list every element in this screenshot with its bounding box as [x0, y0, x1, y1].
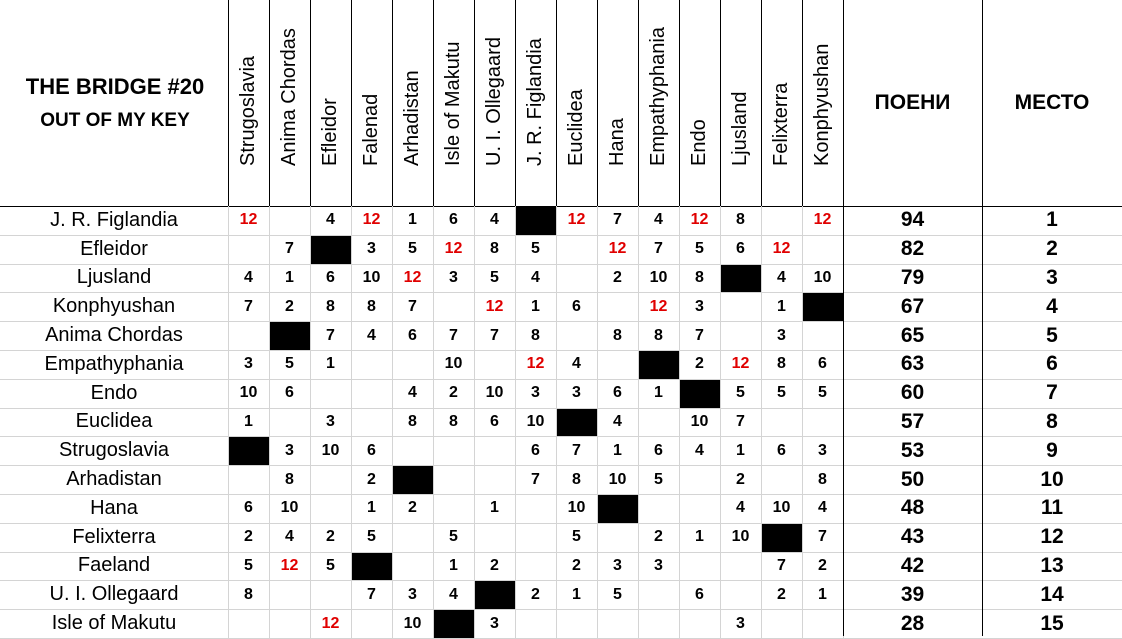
score-cell: 5 — [572, 528, 581, 546]
grid-line — [0, 264, 1122, 265]
score-cell: 6 — [285, 384, 294, 402]
score-cell: 12 — [444, 240, 463, 258]
score-cell: 10 — [772, 499, 791, 517]
grid-line — [982, 0, 983, 636]
score-cell: 12 — [239, 211, 258, 229]
score-cell: 2 — [326, 528, 335, 546]
score-cell: 10 — [239, 384, 258, 402]
score-cell: 1 — [818, 585, 827, 603]
grid-line — [351, 0, 352, 206]
row-points: 50 — [900, 467, 925, 491]
self-vote-block — [475, 581, 515, 609]
grid-line — [843, 206, 844, 636]
row-points: 65 — [900, 323, 925, 347]
column-header-label: Hana — [606, 118, 628, 166]
score-cell: 3 — [531, 384, 540, 402]
score-cell: 1 — [449, 556, 458, 574]
score-cell: 3 — [777, 326, 786, 344]
grid-line — [0, 523, 1122, 524]
score-cell: 6 — [367, 441, 376, 459]
score-cell: 7 — [285, 240, 294, 258]
score-cell: 6 — [408, 326, 417, 344]
score-cell: 10 — [444, 355, 463, 373]
score-cell: 4 — [367, 326, 376, 344]
score-cell: 8 — [285, 470, 294, 488]
score-cell: 12 — [403, 268, 422, 286]
grid-line — [0, 465, 1122, 466]
grid-line — [0, 206, 1122, 207]
grid-line — [0, 552, 1122, 553]
self-vote-block — [311, 236, 351, 264]
row-points: 42 — [900, 553, 925, 577]
column-header-label: U. I. Ollegaard — [483, 37, 505, 166]
score-cell: 5 — [736, 384, 745, 402]
score-cell: 10 — [526, 412, 545, 430]
score-cell: 12 — [362, 211, 381, 229]
row-country: Euclidea — [75, 410, 153, 433]
score-cell: 8 — [408, 412, 417, 430]
grid-line — [474, 0, 475, 206]
row-points: 63 — [900, 352, 925, 376]
grid-line — [0, 494, 1122, 495]
table-title: THE BRIDGE #20 — [25, 74, 205, 99]
table-subtitle: OUT OF MY KEY — [40, 110, 190, 131]
grid-line — [515, 206, 516, 638]
score-cell: 7 — [367, 585, 376, 603]
score-cell: 3 — [367, 240, 376, 258]
score-cell: 5 — [531, 240, 540, 258]
row-country: Anima Chordas — [45, 324, 183, 347]
score-cell: 3 — [613, 556, 622, 574]
score-cell: 10 — [690, 412, 709, 430]
score-cell: 5 — [490, 268, 499, 286]
score-cell: 4 — [695, 441, 704, 459]
grid-line — [597, 0, 598, 206]
score-cell: 1 — [326, 355, 335, 373]
score-cell: 8 — [695, 268, 704, 286]
score-cell: 7 — [736, 412, 745, 430]
row-points: 57 — [900, 409, 925, 433]
grid-line — [802, 0, 803, 206]
score-cell: 7 — [449, 326, 458, 344]
row-place: 15 — [1040, 611, 1064, 635]
row-place: 7 — [1046, 381, 1058, 405]
score-cell: 7 — [531, 470, 540, 488]
score-cell: 10 — [403, 614, 422, 632]
score-cell: 3 — [654, 556, 663, 574]
score-cell: 3 — [244, 355, 253, 373]
column-header-label: Strugoslavia — [237, 55, 259, 166]
grid-line — [433, 206, 434, 638]
score-cell: 7 — [490, 326, 499, 344]
column-header-label: Konphyushan — [811, 43, 833, 166]
column-header-label: J. R. Figlandia — [524, 38, 546, 166]
score-cell: 3 — [326, 412, 335, 430]
grid-line — [761, 206, 762, 638]
grid-line — [0, 235, 1122, 236]
score-cell: 4 — [777, 268, 786, 286]
row-country: U. I. Ollegaard — [49, 583, 179, 606]
score-cell: 7 — [695, 326, 704, 344]
self-vote-block — [762, 524, 802, 552]
grid-line — [351, 206, 352, 638]
row-points: 39 — [900, 582, 925, 606]
score-cell: 3 — [572, 384, 581, 402]
grid-line — [433, 0, 434, 206]
grid-line — [556, 206, 557, 638]
score-cell: 3 — [449, 268, 458, 286]
score-cell: 7 — [326, 326, 335, 344]
self-vote-block — [680, 380, 720, 408]
score-cell: 10 — [485, 384, 504, 402]
grid-line — [0, 350, 1122, 351]
score-cell: 6 — [695, 585, 704, 603]
self-vote-block — [721, 265, 761, 293]
grid-line — [597, 206, 598, 638]
score-cell: 7 — [818, 528, 827, 546]
grid-line — [228, 206, 229, 638]
score-cell: 1 — [613, 441, 622, 459]
row-points: 43 — [900, 525, 925, 549]
score-cell: 7 — [408, 297, 417, 315]
column-header-label: Falenad — [360, 93, 382, 166]
score-cell: 2 — [572, 556, 581, 574]
score-cell: 6 — [654, 441, 663, 459]
score-cell: 12 — [485, 297, 504, 315]
row-place: 6 — [1046, 352, 1058, 376]
grid-line — [0, 379, 1122, 380]
self-vote-block — [639, 351, 679, 379]
self-vote-block — [270, 322, 310, 350]
row-place: 9 — [1046, 438, 1058, 462]
column-header-label: Felixterra — [770, 82, 792, 166]
grid-line — [228, 0, 229, 206]
row-points: 60 — [900, 381, 925, 405]
score-cell: 3 — [695, 297, 704, 315]
grid-line — [474, 206, 475, 638]
score-cell: 3 — [490, 614, 499, 632]
row-country: Endo — [90, 381, 138, 404]
place-header: МЕСТО — [1014, 90, 1090, 114]
score-cell: 4 — [408, 384, 417, 402]
score-cell: 4 — [572, 355, 581, 373]
row-place: 2 — [1046, 237, 1058, 261]
row-country: Konphyushan — [52, 295, 176, 318]
score-cell: 1 — [736, 441, 745, 459]
score-cell: 6 — [818, 355, 827, 373]
row-country: Arhadistan — [66, 468, 162, 491]
score-cell: 10 — [280, 499, 299, 517]
score-cell: 10 — [362, 268, 381, 286]
score-cell: 2 — [285, 297, 294, 315]
grid-line — [802, 206, 803, 638]
score-cell: 12 — [772, 240, 791, 258]
score-cell: 2 — [736, 470, 745, 488]
column-header-label: Ljusland — [729, 91, 751, 166]
grid-line — [0, 292, 1122, 293]
column-header-label: Isle of Makutu — [442, 41, 464, 166]
score-cell: 5 — [777, 384, 786, 402]
grid-line — [0, 436, 1122, 437]
row-place: 11 — [1040, 496, 1064, 520]
grid-line — [679, 206, 680, 638]
score-cell: 10 — [813, 268, 832, 286]
score-cell: 7 — [654, 240, 663, 258]
score-cell: 1 — [490, 499, 499, 517]
score-cell: 10 — [731, 528, 750, 546]
score-cell: 6 — [572, 297, 581, 315]
self-vote-block — [598, 495, 638, 523]
self-vote-block — [393, 466, 433, 494]
row-country: Faeland — [77, 554, 151, 577]
score-cell: 4 — [531, 268, 540, 286]
self-vote-block — [557, 409, 597, 437]
score-cell: 8 — [613, 326, 622, 344]
self-vote-block — [803, 293, 843, 321]
row-country: Efleidor — [80, 237, 148, 260]
score-cell: 12 — [280, 556, 299, 574]
row-place: 1 — [1046, 208, 1058, 232]
row-points: 79 — [900, 265, 925, 289]
score-cell: 1 — [777, 297, 786, 315]
grid-line — [310, 206, 311, 638]
score-cell: 7 — [572, 441, 581, 459]
score-cell: 2 — [367, 470, 376, 488]
grid-line — [269, 0, 270, 206]
score-cell: 10 — [649, 268, 668, 286]
row-country: Empathyphania — [44, 352, 184, 375]
column-header-label: Anima Chordas — [278, 28, 300, 166]
grid-line — [720, 0, 721, 206]
score-cell: 6 — [244, 499, 253, 517]
row-country: Felixterra — [72, 525, 156, 548]
score-cell: 6 — [449, 211, 458, 229]
score-cell: 10 — [567, 499, 586, 517]
score-cell: 1 — [531, 297, 540, 315]
grid-line — [269, 206, 270, 638]
score-cell: 4 — [654, 211, 663, 229]
score-cell: 6 — [777, 441, 786, 459]
score-cell: 5 — [613, 585, 622, 603]
score-cell: 5 — [408, 240, 417, 258]
score-cell: 1 — [285, 268, 294, 286]
score-cell: 7 — [244, 297, 253, 315]
score-cell: 2 — [695, 355, 704, 373]
score-cell: 5 — [695, 240, 704, 258]
points-header: ПОЕНИ — [874, 90, 951, 114]
score-cell: 3 — [285, 441, 294, 459]
self-vote-block — [434, 610, 474, 638]
score-cell: 5 — [654, 470, 663, 488]
score-cell: 10 — [608, 470, 627, 488]
row-points: 28 — [900, 611, 925, 635]
score-cell: 5 — [449, 528, 458, 546]
score-cell: 4 — [244, 268, 253, 286]
score-cell: 5 — [244, 556, 253, 574]
score-cell: 8 — [326, 297, 335, 315]
grid-line — [843, 0, 844, 206]
score-cell: 2 — [408, 499, 417, 517]
score-cell: 8 — [531, 326, 540, 344]
score-cell: 8 — [818, 470, 827, 488]
score-cell: 12 — [813, 211, 832, 229]
score-cell: 2 — [244, 528, 253, 546]
row-points: 94 — [900, 208, 925, 232]
score-cell: 12 — [567, 211, 586, 229]
row-country: Hana — [90, 496, 138, 519]
column-header-label: Endo — [688, 119, 710, 166]
score-cell: 4 — [818, 499, 827, 517]
grid-line — [310, 0, 311, 206]
score-cell: 4 — [490, 211, 499, 229]
score-cell: 12 — [608, 240, 627, 258]
score-cell: 8 — [736, 211, 745, 229]
row-points: 48 — [900, 496, 925, 520]
score-cell: 1 — [367, 499, 376, 517]
score-cell: 6 — [613, 384, 622, 402]
score-cell: 4 — [326, 211, 335, 229]
score-cell: 2 — [531, 585, 540, 603]
score-cell: 2 — [818, 556, 827, 574]
self-vote-block — [352, 553, 392, 581]
score-cell: 5 — [285, 355, 294, 373]
column-header-label: Efleidor — [319, 98, 341, 166]
row-place: 8 — [1046, 409, 1058, 433]
score-cell: 4 — [285, 528, 294, 546]
score-cell: 8 — [244, 585, 253, 603]
score-cell: 8 — [654, 326, 663, 344]
grid-line — [761, 0, 762, 206]
score-cell: 8 — [449, 412, 458, 430]
score-cell: 12 — [321, 614, 340, 632]
column-header-label: Arhadistan — [401, 70, 423, 166]
row-place: 12 — [1040, 525, 1064, 549]
score-cell: 6 — [531, 441, 540, 459]
grid-line — [515, 0, 516, 206]
score-cell: 1 — [244, 412, 253, 430]
score-cell: 12 — [731, 355, 750, 373]
row-place: 3 — [1046, 265, 1058, 289]
score-cell: 5 — [367, 528, 376, 546]
score-cell: 8 — [572, 470, 581, 488]
column-header-label: Euclidea — [565, 89, 587, 166]
score-cell: 3 — [818, 441, 827, 459]
score-cell: 2 — [654, 528, 663, 546]
score-cell: 4 — [449, 585, 458, 603]
score-cell: 3 — [736, 614, 745, 632]
grid-line — [392, 0, 393, 206]
grid-line — [0, 609, 1122, 610]
row-place: 13 — [1040, 553, 1064, 577]
score-cell: 2 — [449, 384, 458, 402]
grid-line — [0, 408, 1122, 409]
score-cell: 1 — [654, 384, 663, 402]
row-country: Ljusland — [76, 266, 152, 289]
score-cell: 4 — [613, 412, 622, 430]
score-cell: 8 — [777, 355, 786, 373]
score-cell: 6 — [736, 240, 745, 258]
score-cell: 2 — [613, 268, 622, 286]
grid-line — [392, 206, 393, 638]
score-cell: 12 — [526, 355, 545, 373]
self-vote-block — [229, 437, 269, 465]
score-cell: 7 — [613, 211, 622, 229]
row-place: 4 — [1046, 294, 1058, 318]
score-cell: 6 — [490, 412, 499, 430]
grid-line — [0, 580, 1122, 581]
score-cell: 4 — [736, 499, 745, 517]
score-cell: 8 — [490, 240, 499, 258]
grid-line — [720, 206, 721, 638]
score-cell: 12 — [690, 211, 709, 229]
score-cell: 8 — [367, 297, 376, 315]
row-place: 10 — [1040, 467, 1064, 491]
row-points: 82 — [900, 237, 925, 261]
row-country: Isle of Makutu — [51, 612, 177, 635]
score-cell: 2 — [777, 585, 786, 603]
row-country: Strugoslavia — [58, 439, 170, 462]
grid-line — [638, 206, 639, 638]
score-cell: 6 — [326, 268, 335, 286]
grid-line — [0, 321, 1122, 322]
grid-line — [556, 0, 557, 206]
score-cell: 1 — [572, 585, 581, 603]
row-place: 14 — [1040, 582, 1064, 606]
grid-line — [679, 0, 680, 206]
score-cell: 1 — [408, 211, 417, 229]
score-cell: 1 — [695, 528, 704, 546]
row-country: J. R. Figlandia — [50, 208, 178, 231]
row-points: 67 — [900, 294, 925, 318]
row-points: 53 — [900, 438, 925, 462]
score-cell: 12 — [649, 297, 668, 315]
grid-line — [638, 0, 639, 206]
score-cell: 5 — [326, 556, 335, 574]
score-cell: 2 — [490, 556, 499, 574]
row-place: 5 — [1046, 323, 1058, 347]
score-cell: 10 — [321, 441, 340, 459]
self-vote-block — [516, 207, 556, 235]
score-cell: 3 — [408, 585, 417, 603]
score-cell: 5 — [818, 384, 827, 402]
column-header-label: Empathyphania — [647, 27, 669, 166]
score-cell: 7 — [777, 556, 786, 574]
